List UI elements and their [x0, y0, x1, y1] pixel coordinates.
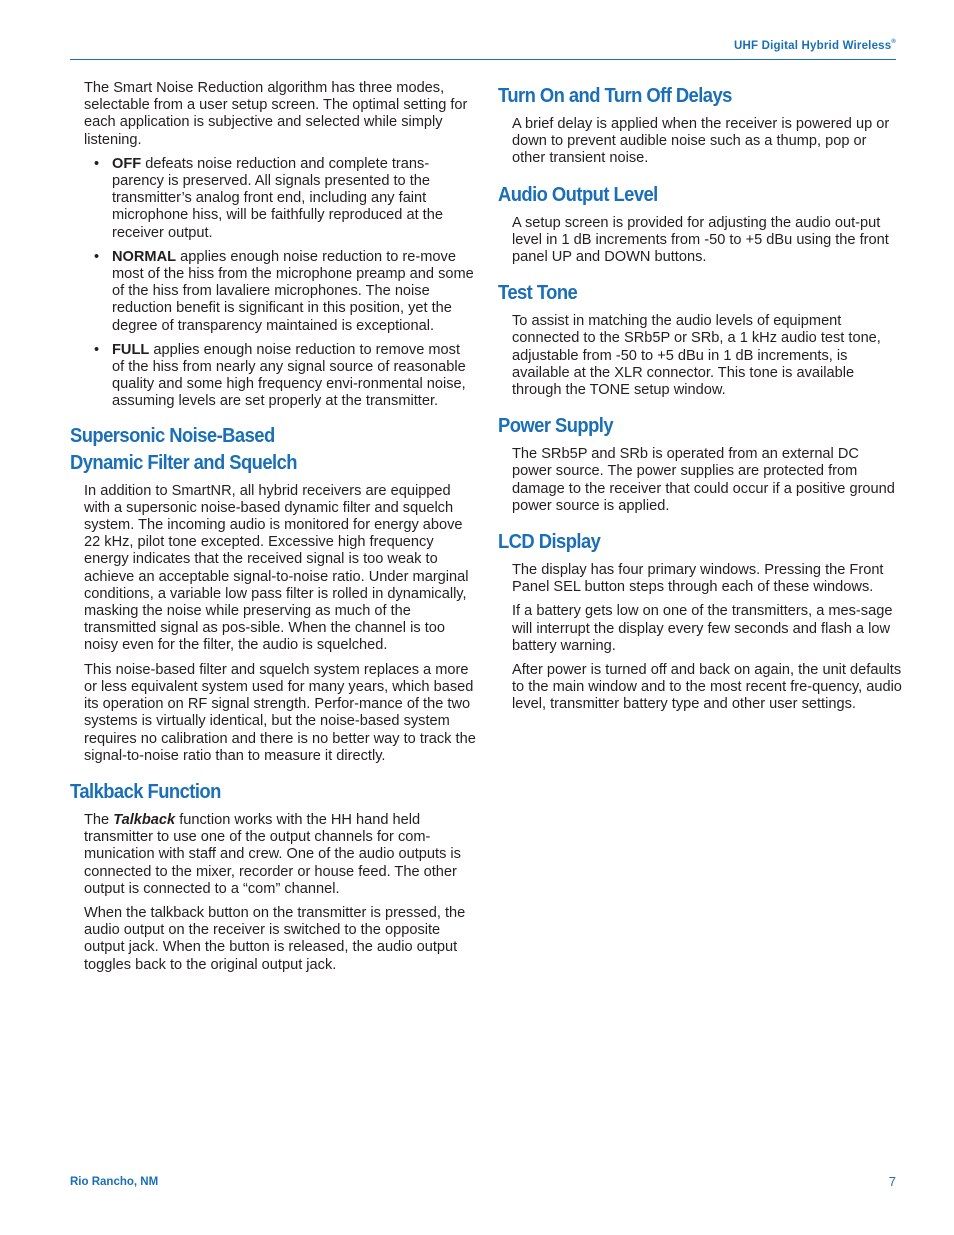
supersonic-paragraph-2: This noise-based filter and squelch system replaces a more or less equivalent system used for many years, which based its operation on RF signal strength. Perfor-mance of the two systems is virtually identical, but the noise-based system requires no calibration and there is no better way to track the signal-to-noise ratio than to measure it directly.: [84, 661, 476, 764]
lcd-heading-block: [498, 529, 902, 556]
left-column: [70, 80, 476, 981]
lcd-paragraph-2: If a battery gets low on one of the transmitters, a mes-sage will interrupt the display every few seconds and flash a low battery warning.: [512, 603, 893, 654]
power-heading: Power Supply: [498, 415, 614, 438]
audio-output-paragraph: A setup screen is provided for adjusting the audio out-put level in 1 dB increments from -50 to +5 dBu using the front panel UP and DOWN buttons.: [512, 214, 889, 266]
list-item: [112, 342, 476, 411]
intro-paragraph: The Smart Noise Reduction algorithm has three modes, selectable from a user setup screen. The optimal setting for each application is subjective and selected while simply listening.: [84, 80, 468, 148]
mode-description: applies enough noise reduction to remove most of the hiss from nearly any signal source of reasonable quality and some high frequency envi-ronmental noise, assuming levels are set properly at the transmitter.: [112, 341, 466, 410]
audio-output-heading-block: [498, 182, 902, 209]
test-tone-heading: Test Tone: [498, 282, 578, 305]
talkback-heading-block: [70, 779, 476, 806]
running-header: [734, 40, 896, 52]
mode-description: defeats noise reduction and complete trans-parency is preserved. All signals presented to the transmitter’s analog front end, including any faint microphone hiss, will be faithfully reproduced at the receiver output.: [112, 155, 443, 241]
talkback-paragraph-1: [84, 812, 476, 898]
registered-mark: ®: [891, 39, 896, 45]
supersonic-paragraph-1: In addition to SmartNR, all hybrid receivers are equipped with a supersonic noise-based dynamic filter and squelch system. The incoming audio is monitored for energy above 22 kHz, pilot tone excepted. Excessive high frequency energy indicates that the received signal is too weak to achieve an acceptable signal-to-noise ratio. Under marginal conditions, a variable low pass filter is rolled in dynamically, masking the noise while preserving as much of the transmitted signal as pos-sible. When the channel is too noisy even for the filter, the audio is squelched.: [84, 482, 469, 654]
power-heading-block: [498, 413, 902, 440]
mode-description: applies enough noise reduction to re-move most of the hiss from the microphone preamp and some of the hiss from lavaliere microphones. The noise reduction benefit is significant in this position, yet the degree of transparency maintained is exceptional.: [112, 248, 474, 334]
mode-list: [70, 156, 476, 411]
audio-output-heading: Audio Output Level: [498, 183, 658, 206]
lcd-paragraph-1: The display has four primary windows. Pressing the Front Panel SEL button steps through each of these windows.: [512, 562, 884, 596]
delays-heading-block: [498, 83, 902, 110]
test-tone-paragraph: To assist in matching the audio levels of equipment connected to the SRb5P or SRb, a 1 kHz audio test tone, adjustable from -50 to +5 dBu in 1 dB increments, is available at the XLR connector. This tone is available through the TONE setup window.: [512, 313, 881, 399]
supersonic-heading: [70, 423, 476, 477]
delays-paragraph: A brief delay is applied when the receiver is powered up or down to prevent audible noise such as a thump, pop or other transient noise.: [512, 116, 890, 167]
lcd-paragraph-3: After power is turned off and back on again, the unit defaults to the main window and to the most recent fre-quency, audio level, transmitter battery type and other user settings.: [512, 662, 902, 713]
delays-heading: Turn On and Turn Off Delays: [498, 85, 732, 107]
talkback-text: function works with the HH hand held transmitter to use one of the output channels for com-munication with staff and crew. One of the audio outputs is connected to the mixer, recorder or house feed. The other output is connected to a “com” channel.: [84, 811, 461, 897]
talkback-paragraph-2: When the talkback button on the transmitter is pressed, the audio output on the receiver is switched to the opposite output jack. When the button is released, the audio output toggles back to the original output jack.: [84, 904, 466, 973]
talkback-term: Talkback: [113, 811, 176, 828]
section-heading-line: Supersonic Noise-Based: [70, 424, 275, 447]
mode-term: NORMAL: [112, 248, 177, 265]
list-item: [112, 156, 476, 242]
mode-term: OFF: [112, 155, 142, 172]
running-header-text: UHF Digital Hybrid Wireless: [733, 40, 892, 52]
talkback-text: The: [84, 811, 114, 828]
mode-term: FULL: [112, 341, 150, 358]
lcd-heading: LCD Display: [498, 531, 601, 554]
test-tone-heading-block: [498, 280, 902, 307]
talkback-heading: Talkback Function: [70, 780, 221, 803]
right-column: [498, 83, 902, 721]
section-heading-line: Dynamic Filter and Squelch: [70, 451, 297, 474]
page-number: 7: [888, 1174, 896, 1189]
header-rule: [70, 59, 896, 60]
power-paragraph: The SRb5P and SRb is operated from an external DC power source. The power supplies are protected from damage to the receiver that could occur if a positive ground power source is applied.: [512, 446, 895, 514]
footer-location: Rio Rancho, NM: [70, 1176, 159, 1188]
list-item: [112, 249, 476, 335]
